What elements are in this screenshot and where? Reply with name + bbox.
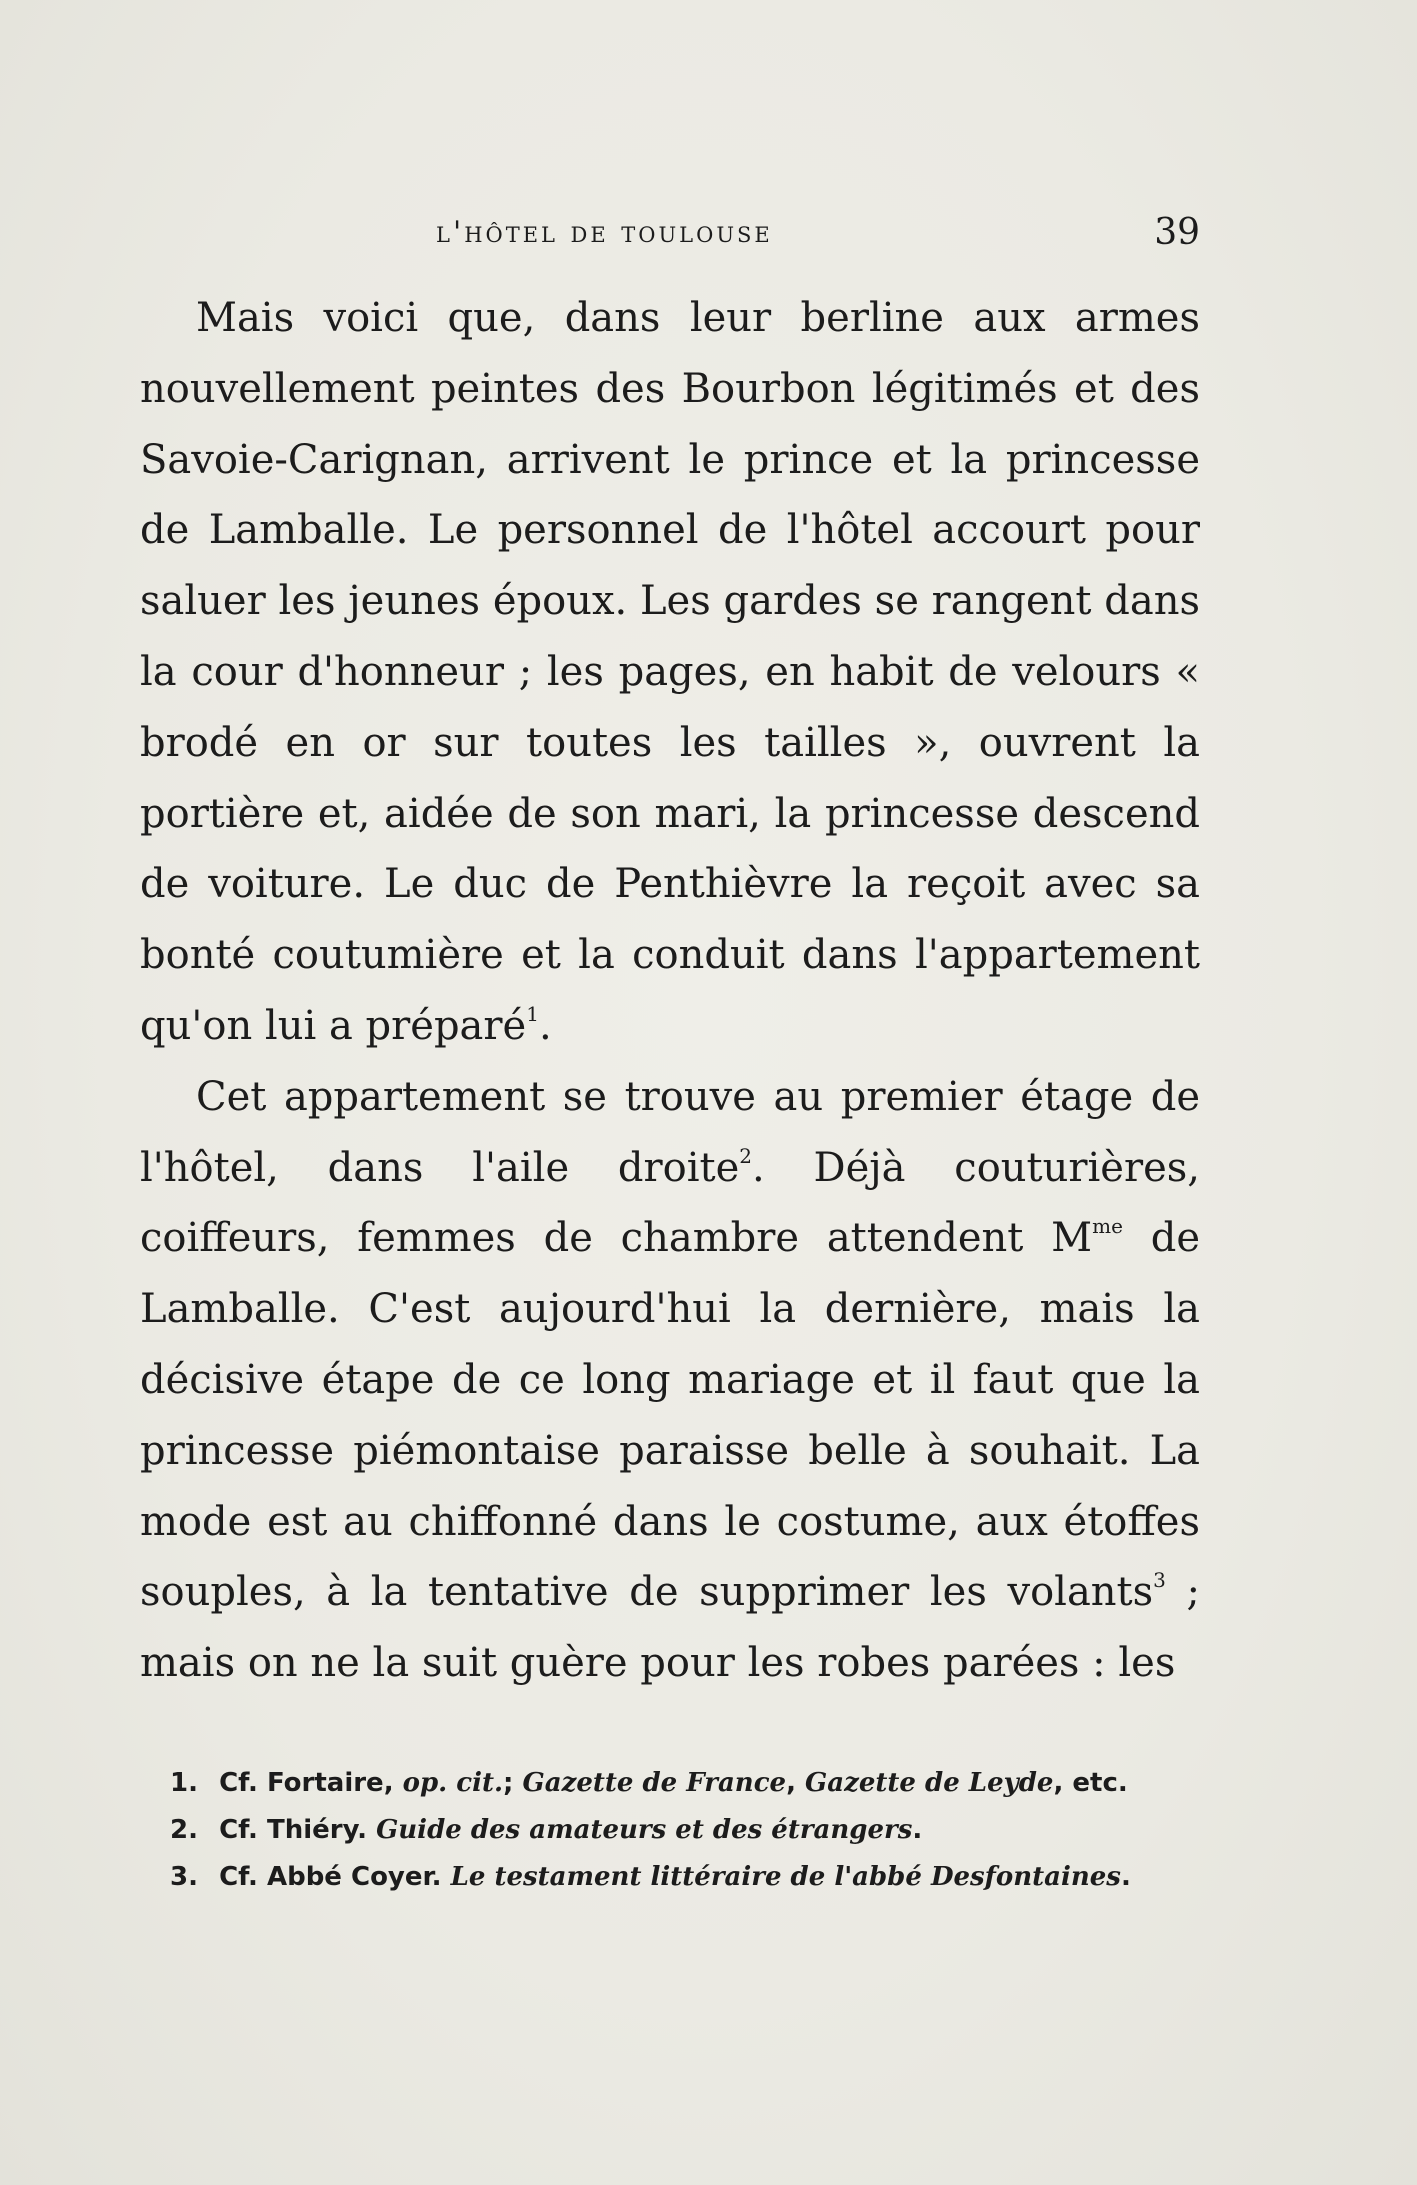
paragraph-2-text-b: . Déjà couturières, coiffeurs, femmes de chambre attendent M — [140, 1144, 1201, 1262]
footnote-sep: , — [786, 1768, 796, 1798]
paragraph-1 — [140, 283, 1200, 1062]
footnote-italic: Gazette de France — [522, 1768, 787, 1798]
paragraph-2-text-a: Cet appartement se trouve au premier étage de l'hôtel, dans l'aile droite — [140, 1073, 1200, 1191]
mme-superscript: me — [1092, 1214, 1123, 1239]
body-text — [140, 283, 1200, 1699]
footnote-number: 2. — [170, 1815, 198, 1845]
paragraph-2 — [140, 1062, 1200, 1699]
footnote-2 — [170, 1807, 1210, 1854]
footnote-number: 3. — [170, 1862, 198, 1892]
footnote-sep: ; — [503, 1768, 514, 1798]
running-title: l'hôtel de toulouse — [436, 215, 773, 250]
footnote-italic: Guide des amateurs et des étrangers — [376, 1815, 913, 1845]
paragraph-2-text-d: ; mais on ne la suit guère pour les robes parées : les — [140, 1569, 1200, 1687]
footnote-number: 1. — [170, 1768, 198, 1798]
paragraph-1-text: Mais voici que, dans leur berline aux armes nouvellement peintes des Bourbon légitimés et des Savoie-Carignan, arrivent le prince et la princesse de Lamballe. Le personnel de l'hôtel accourt pour saluer les jeunes époux. Les gardes se rangent dans la cour d'honneur ; les pages, en habit de velours « brodé en or sur toutes les tailles », ouvrent la portière et, aidée de son mari, la princesse descend de voiture. Le duc de Penthièvre la reçoit avec sa bonté coutumière et la conduit dans l'appartement qu'on lui a préparé — [140, 295, 1200, 1049]
footnote-1 — [170, 1760, 1210, 1807]
footnotes — [170, 1760, 1210, 1901]
footnote-tail: . — [1120, 1862, 1131, 1892]
footnote-lead: Cf. Abbé Coyer. — [219, 1862, 442, 1892]
footnote-3 — [170, 1854, 1210, 1901]
footnote-ref-1: 1 — [526, 1001, 539, 1026]
footnote-italic: op. cit. — [402, 1768, 504, 1798]
page-number: 39 — [1154, 212, 1200, 253]
footnote-lead: Cf. Fortaire, — [219, 1768, 394, 1798]
footnote-italic: Gazette de Leyde — [805, 1768, 1054, 1798]
paragraph-1-tail: . — [538, 1002, 552, 1049]
footnote-lead: Cf. Thiéry. — [219, 1815, 368, 1845]
paragraph-2-text-c: de Lamballe. C'est aujourd'hui la dernière, mais la décisive étape de ce long mariage et il faut que la princesse piémontaise paraisse belle à souhait. La mode est au chiffonné dans le costume, aux étoffes souples, à la tentative de supprimer les volants — [140, 1215, 1200, 1616]
page-header — [140, 208, 1200, 258]
footnote-italic: Le testament littéraire de l'abbé Desfontaines — [450, 1862, 1121, 1892]
footnote-ref-2: 2 — [739, 1143, 752, 1168]
footnote-tail: . — [912, 1815, 923, 1845]
footnote-tail: , etc. — [1053, 1768, 1128, 1798]
footnote-ref-3: 3 — [1153, 1568, 1166, 1593]
